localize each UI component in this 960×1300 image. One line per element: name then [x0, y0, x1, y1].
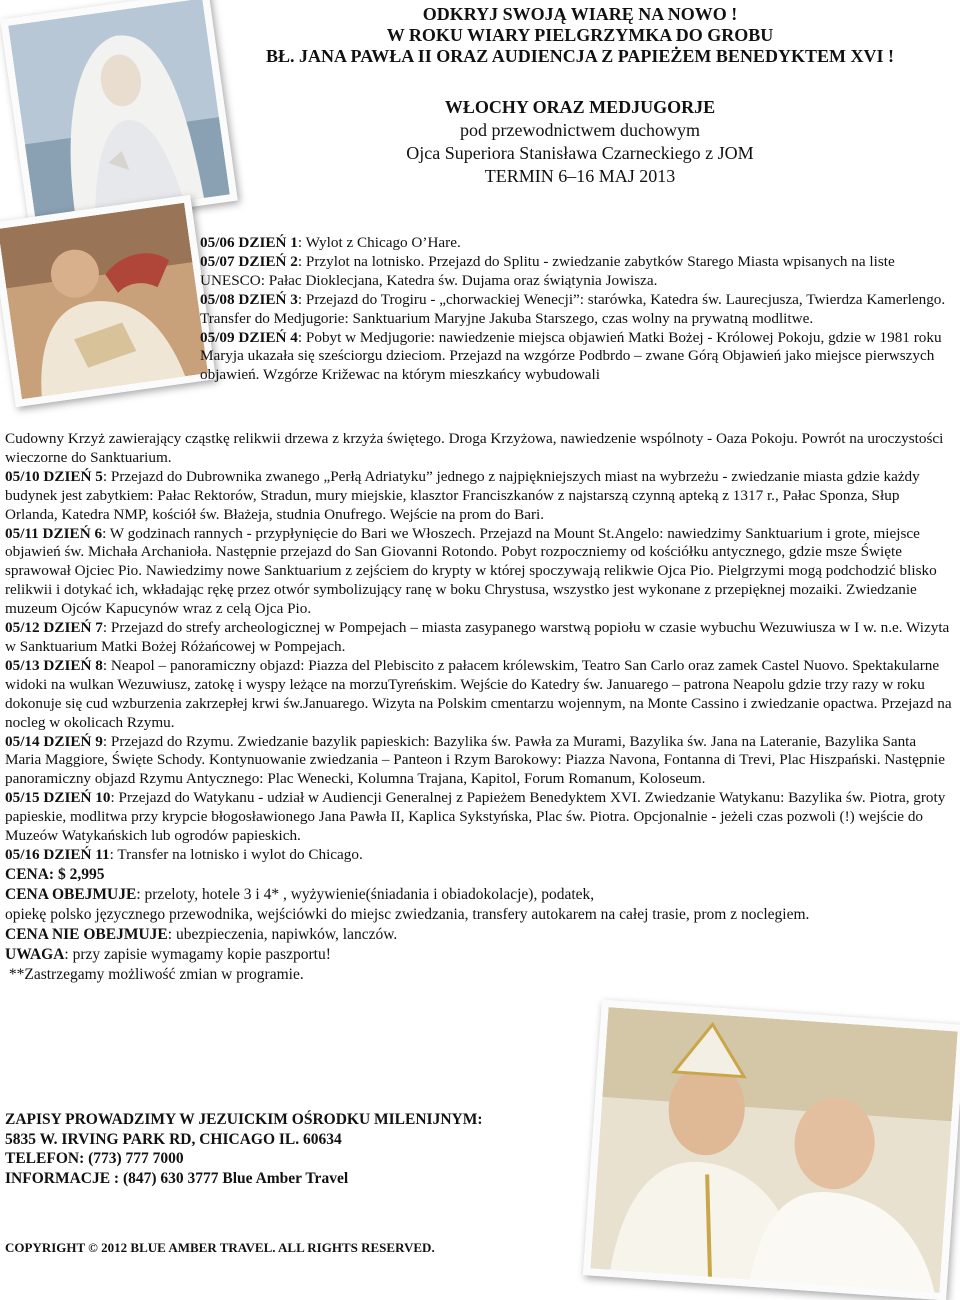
day-3-label: 05/08 DZIEŃ 3 [200, 290, 298, 308]
day-9-text: : Przejazd do Rzymu. Zwiedzanie bazylik papieskich: Bazylika św. Pawła za Murami, Bazylika św. Jana na Lateranie, Bazylika Santa Maria Maggiore, Święte Schody. Kontynuowanie zwiedzania – Panteon i Rzym Barokowy: Piazza Navona, Fontanna di Trevi, Plac Hiszpański. Następnie panoramiczny objazd Rzymu Antycznego: Plac Wenecki, Kolumna Trajana, Kapitol, Forum Romanum, Koloseum. [5, 732, 946, 788]
day-10 [5, 789, 955, 846]
price-excludes [5, 925, 955, 945]
day-6 [5, 525, 955, 620]
day-1-label: 05/06 DZIEŃ 1 [200, 234, 298, 251]
price-excludes-label: CENA NIE OBEJMUJE [5, 925, 168, 943]
day-1-text: : Wylot z Chicago O’Hare. [297, 234, 461, 251]
price-includes [5, 885, 955, 905]
day-9-label: 05/14 DZIEŃ 9 [5, 732, 103, 750]
header-line-4: WŁOCHY ORAZ MEDJUGORJE [444, 97, 716, 117]
header-line-2: W ROKU WIARY PIELGRZYMKA DO GROBU [386, 25, 774, 45]
day-8-label: 05/13 DZIEŃ 8 [5, 656, 103, 674]
header-line-1: ODKRYJ SWOJĄ WIARĘ NA NOWO ! [422, 4, 738, 24]
day-3-text: : Przejazd do Trogiru - „chorwackiej Wenecji”: starówka, Katedra św. Laurecjusza, Twierdza Kamerlengo. Transfer do Medjugorie: Sanktuarium Maryjne Jakuba Starszego, czas wolny na prywatną modlitwe. [200, 290, 946, 327]
day-7 [5, 619, 955, 657]
passport-note [5, 945, 955, 965]
day-6-label: 05/11 DZIEŃ 6 [5, 524, 103, 542]
day-3 [200, 291, 952, 329]
header-title-block [200, 4, 960, 67]
day-7-label: 05/12 DZIEŃ 7 [5, 619, 103, 637]
day-10-text: : Przejazd do Watykanu - udział w Audiencji Generalnej z Papieżem Benedyktem XVI. Zwiedzanie Watykanu: Bazylika św. Piotra, groty papieskie, modlitwa przy krypcie błogosławionego Jana Pawła II, Kaplica Sykstyńska, Plac św. Piotra. Opcjonalnie - jeżeli czas pozwoli (!) wejście do Muzeów Watykańskich lub ogrodów papieskich. [5, 789, 946, 845]
contact-line-1: ZAPISY PROWADZIMY W JEZUICKIM OŚRODKU MILENIJNYM: [5, 1111, 483, 1128]
contact-block [5, 1110, 483, 1188]
contact-address: 5835 W. IRVING PARK RD, CHICAGO IL. 60634 [5, 1130, 342, 1148]
day-2-text: : Przylot na lotnisko. Przejazd do Splitu - zwiedzanie zabytków Starego Miasta wpisanych na liste UNESCO: Pałac Dioklecjana, Katedra św. Dujama oraz świątynia Jowisza. [200, 252, 895, 289]
day-2 [200, 253, 952, 291]
day-10-label: 05/15 DZIEŃ 10 [5, 789, 111, 807]
photo-popes [583, 1000, 960, 1300]
day-4-text-a: : Pobyt w Medjugorie: nawiedzenie miejsca objawień Matki Bożej - Królowej Pokoju, gdzie w 1981 roku Maryja ukazała się sześciorgu dzieciom. Przejazd na wzgórze Podbrdo – zwane Górą Objawień jako miejsce pierwszych objawień. Wzgórze Križewac na którym mieszkańcy wybudowali [200, 328, 942, 384]
day-4 [200, 329, 952, 386]
contact-phone: TELEFON: (773) 777 7000 [5, 1150, 184, 1167]
virgin-mary-image [8, 0, 230, 222]
header-line-3: BŁ. JANA PAWŁA II ORAZ AUDIENCJA Z PAPIEŻEM BENEDYKTEM XVI ! [266, 46, 894, 66]
day-11 [5, 846, 955, 865]
passport-note-label: UWAGA [5, 945, 65, 963]
itinerary-lower [5, 430, 955, 985]
day-6-text: : W godzinach rannych - przypłynięcie do Bari we Włoszech. Przejazd na Mount St.Angelo: nawiedzimy Sanktuarium i grote, miejsce objawień św. Michała Archanioła. Następnie przejazd do San Giovanni Rotondo. Pobyt rozpoczniemy od kościółku antycznego, gdzie msze Święte sprawował Ojciec Pio. Nawiedzimy nowe Sanktuarium z zejściem do krypty w której spoczywają relikwie Ojca Pio. Pielgrzymi mogą podchodzić blisko relikwii i dotykać ich, wkładając rękę przez otwór symbolizujący ranę w boku Chrystusa, wszystko jest wykonane z przepięknej mozaiki. Zwiedzanie muzeum Ojców Kapucynów wraz z celą Ojca Pio. [5, 524, 937, 618]
photo-padre-pio [0, 195, 216, 407]
contact-info: INFORMACJE : (847) 630 3777 Blue Amber Travel [5, 1169, 349, 1187]
day-2-label: 05/07 DZIEŃ 2 [200, 252, 298, 270]
day-4-label: 05/09 DZIEŃ 4 [200, 328, 298, 346]
price: CENA: $ 2,995 [5, 865, 105, 883]
day-5-text: : Przejazd do Dubrownika zwanego „Perłą Adriatyku” jednego z najpiękniejszych miast na wybrzeżu - zwiedzanie miasta gdzie każdy budynek jest zabytkiem: Pałac Rektorów, Stradun, mury miejskie, klasztor Franciszkanów z najstarszą czynną apteką z 1317 r., Pałac Sponza, Słup Orlanda, Katedra NMP, kościół św. Błażeja, studnia Onufrego. Wejście na prom do Bari. [5, 467, 920, 523]
passport-note-text: : przy zapisie wymagamy kopie paszportu! [64, 945, 331, 963]
price-includes-continued: opiekę polsko języcznego przewodnika, wejściówki do miejsc zwiedzania, transfery autokarem na całej trasie, prom z noclegiem. [5, 905, 810, 923]
day-5-label: 05/10 DZIEŃ 5 [5, 467, 103, 485]
itinerary-upper [200, 234, 952, 385]
copyright: COPYRIGHT © 2012 BLUE AMBER TRAVEL. ALL RIGHTS RESERVED. [5, 1240, 435, 1255]
header-line-6: Ojca Superiora Stanisława Czarneckiego z JOM [406, 143, 754, 163]
day-8 [5, 657, 955, 733]
day-5 [5, 468, 955, 525]
price-excludes-text: : ubezpieczenia, napiwków, lanczów. [167, 925, 398, 943]
header-subtitle-block [200, 96, 960, 188]
price-includes-label: CENA OBEJMUJE [5, 885, 137, 903]
day-4-continued: Cudowny Krzyż zawierający cząstkę relikwii drzewa z krzyża świętego. Droga Krzyżowa, nawiedzenie wspólnoty - Oaza Pokoju. Powrót na uroczystości wieczorne do Sanktuarium. [5, 430, 944, 466]
disclaimer: **Zastrzegamy możliwość zmian w programie. [5, 965, 304, 983]
day-8-text: : Neapol – panoramiczny objazd: Piazza del Plebiscito z pałacem królewskim, Teatro San Carlo oraz zamek Castel Nuovo. Spektakularne widoki na wulkan Wezuwiusz, zatokę i wyspy leżące na morzuTyreńskim. Wejście do Katedry św. Januarego – patrona Neapolu gdzie trzy razy w roku dokonuje się cud wzburzenia zakrzepłej krwi św.Januarego. Wizyta na Polskim cmentarzu wojennym, na Monte Cassino i zwiedzanie opactwa. Przejazd na nocleg w okolicach Rzymu. [5, 656, 952, 731]
price-includes-text-1: : przeloty, hotele 3 i 4* , wyżywienie(śniadania i obiadokolacje), podatek, [136, 885, 595, 903]
day-7-text: : Przejazd do strefy archeologicznej w Pompejach – miasta zasypanego warstwą popiołu w czasie wybuchu Wezuwiusza w I w. n.e. Wizyta w Sanktuarium Matki Bożej Różańcowej w Pompejach. [5, 619, 950, 655]
popes-image [590, 1007, 957, 1293]
header-line-7: TERMIN 6–16 MAJ 2013 [484, 166, 676, 186]
day-9 [5, 733, 955, 790]
day-11-text: : Transfer na lotnisko i wylot do Chicago. [109, 845, 363, 863]
day-11-label: 05/16 DZIEŃ 11 [5, 845, 110, 863]
padre-pio-image [0, 203, 208, 399]
day-1 [200, 234, 952, 253]
header-line-5: pod przewodnictwem duchowym [460, 120, 700, 140]
